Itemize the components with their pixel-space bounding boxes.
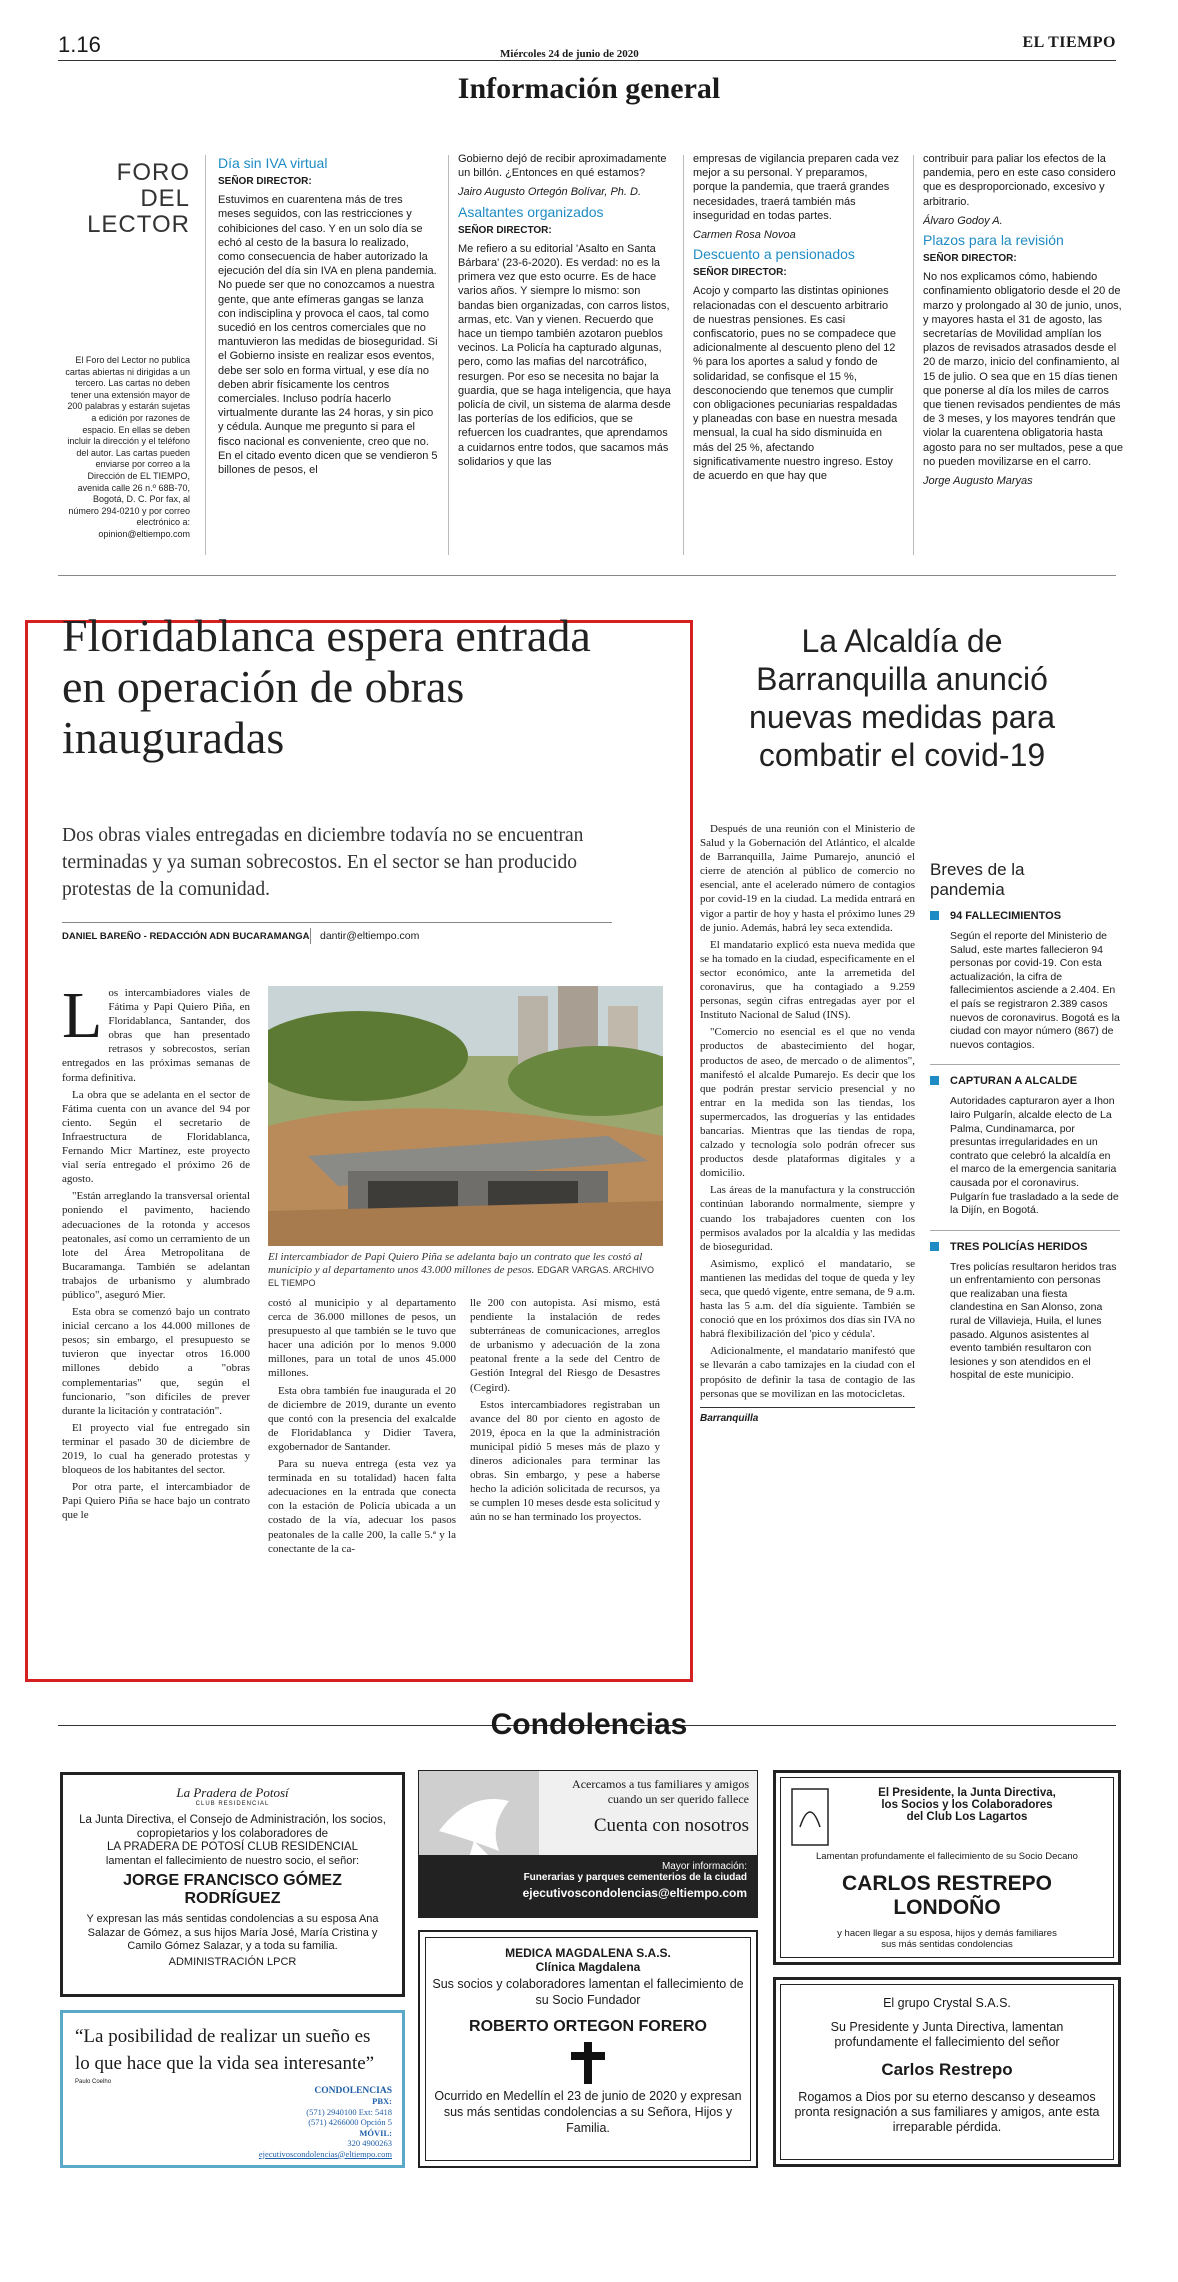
ad-la-pradera [60,1772,405,1997]
brief-body: Autoridades capturaron ayer a Ihon Iairo Pulgarín, alcalde electo de La Palma, Cundinamarca, por presuntas irregularidades en un contrato que celebró la alcaldía en el marco de la emergencia sanitaria causada por el coronavirus. Pulgarín fue trasladado a la sede de la Dijín, en Bogotá. [950,1095,1119,1217]
condolencias-title: Condolencias [490,1708,688,1741]
photo-caption [268,1251,663,1290]
letter-4-pre-sign: Álvaro Godoy A. [923,214,1003,227]
second-body [700,822,915,1682]
foro-title-line1: FORO DEL [116,159,190,212]
briefs-panel [930,860,1120,1580]
letter-2-pre: Gobierno dejó de recibir aproximadamente un billón. ¿Entonces en qué estamos? [458,153,667,180]
ad3-l5: y hacen llegar a su esposa, hijos y demás familiares [837,1928,1057,1939]
letter-2-head: Asaltantes organizados [458,203,604,220]
second-dateline: Barranquilla [700,1412,759,1424]
foro-title [80,160,190,238]
paragraph: El proyecto vial fue entregado sin terminar el pasado 30 de diciembre de 2019, lo cual ha generado protestas y bloqueos de los habitantes del sector. [62,1421,250,1477]
letter-3-body: Acojo y comparto las distintas opiniones relacionadas con el descuento arbitrario de nuestras pensiones. Es casi confiscatorio, pues no se compadece que adicionalmente al descuento pleno del 12 % para los aportes a salud y fondo de solidaridad, se confisque el 15 %, desconociendo que tenemos que cumplir con obligaciones pecuniarias respaldadas y planeadas con base en nuestra mesada mensual, la cual ha sido disminuida en más del 25 %, afectando significativamente nuestro ingreso. Estoy de acuerdo en que hay que [693,285,898,482]
letter-4-body: No nos explicamos cómo, habiendo confinamiento obligatorio desde el 20 de marzo y prolongado al 30 de junio, unos, y mayores hasta el 31 de agosto, las secretarías de Movilidad amplían los plazos de revisados atrasados desde el 20 de marzo, inicio del confinamiento, al 15 de julio. O sea que en 15 días tienen que ponerse al día los miles de carros que tienen revisados pendientes de más de 3 meses, y los mayores tendrán que violar la cuarentena obligatoria hasta agosto para no ser multados, pese a que no pueden movilizarse en el carro. [923,271,1123,468]
drop-cap: L [62,986,103,1052]
paragraph: lle 200 con autopista. Así mismo, está pendiente la instalación de redes subterráneas de comunicaciones, arreglos de urbanismo y adecuación de la zona peatonal frente a la sede del Centro de Gestión Integral del Riesgo de Desastres (Cegird). [470,1297,660,1394]
ad2-info2: Funerarias y parques cementerios de la ciudad [523,1872,747,1883]
paragraph: Esta obra se comenzó bajo un contrato inicial cercano a los 44.000 millones de pesos; sin embargo, el presupuesto se tuvieron que inyectar otros 16.000 millones debido a "obras complementarias" que, según el funcionario, "son difíciles de prever durante la licitación y contratación". [62,1306,250,1417]
letter-3-pre: empresas de vigilancia preparen cada vez mejor a su personal. Y preparamos, porque la pandemia, que traerá grandes necesidades, traerá también más inseguridad en todas partes. [693,153,900,222]
foro-title-line2: LECTOR [87,211,190,238]
ad3-l4: Lamentan profundamente el fallecimiento de su Socio Decano [816,1851,1078,1862]
letter-2-pre-sign: Jairo Augusto Ortegón Bolívar, Ph. D. [458,186,642,199]
page-number: 1.16 [58,32,101,57]
paragraph: Para su nueva entrega (esta vez ya terminada en su totalidad) hacen falta adecuaciones en la entrada que conecta con la estación de Policía ubicada a un costado de la vía, adecuar los pasos peatonales de la calle 200, la calle 5.ª y la conectante de la ca- [268,1458,456,1555]
ad1-sign: ADMINISTRACIÓN LPCR [168,1955,297,1968]
ad5-text1: Sus socios y colaboradores lamentan el fallecimiento de su Socio Fundador [432,1977,744,2007]
ad5-company: MEDICA MAGDALENA S.A.S. [505,1946,671,1960]
letter-2 [458,152,673,562]
ad3-l2: los Socios y los Colaboradores [881,1799,1053,1811]
ad5-deceased-name: ROBERTO ORTEGON FORERO [469,2018,707,2035]
main-col-3 [470,1296,660,1676]
second-headline: La Alcaldía de Barranquilla anunció nuevas medidas para combatir el covid-19 [749,623,1055,773]
paragraph: El mandatario explicó esta nueva medida que se ha tomado en la ciudad, especificamente en el sector económico, ante la arremetida del coronavirus, que ha contagiado a 9.259 personas, según cifras entregadas ayer por el Instituto Nacional de Salud (INS). [700,938,915,1022]
paragraph: Después de una reunión con el Ministerio de Salud y la Gobernación del Atlántico, el alcalde de Barranquilla, Jaime Pumarejo, anunció el cierre de atención al público de comercio no esencial, ante el acelerado número de contagios por covid-19 en la ciudad. La medida entrará en vigor a partir de hoy y hasta el próximo lunes 29 de junio. Además, habrá ley seca extendida. [700,823,915,934]
main-col-1 [62,986,250,1676]
paragraph: Asimismo, explicó el mandatario, se mantienen las medidas del toque de queda y ley seca, que quedó vigente, entre semana, de 9 a.m. hasta las 5 a.m. del día siguiente. También se conoció que en los próximos dos días sin IVA no habrá flexibilización del 'pico y cédula'. [700,1257,915,1341]
paragraph: Esta obra también fue inaugurada el 20 de diciembre de 2019, durante un evento que contó con la presencia del exalcalde de Floridablanca y Didier Tavera, exgobernador de Santander. [268,1384,456,1453]
paragraph: Las áreas de la manufactura y la construcción continúan laborando normalmente, siempre y cuando los trabajadores cuenten con los permisos avalados por la alcaldía y las medidas de bioseguridad. [700,1184,915,1253]
ad-cuenta-con-nosotros [418,1770,758,1918]
ad2-title: Cuenta con nosotros [593,1815,749,1836]
letter-2-body: Me refiero a su editorial 'Asalto en Santa Bárbara' (23-6-2020). Es verdad: no es la primera vez que esto ocurre. Es de hace varios años. Y siempre lo mismo: son bandas bien organizadas, con carros listos, armas, etc. Van y vienen. Recuerdo que hace un tiempo también azotaron pueblos vecinos. La Policía ha capturado algunas, pero, como las mafias del narcotráfico, resurgen. Por eso se necesita no bajar la guardia, que se haga inteligencia, que haya policía de civil, un sistema de alarma desde las porterías de los edificios, que se refuercen los cuadrantes, que aprendamos a cuidarnos entre todos, que sacamos más solidarios y que las [458,242,671,468]
letter-3-pre-sign: Carmen Rosa Novoa [693,229,796,242]
paragraph: "Comercio no esencial es el que no venda productos de abastecimiento del hogar, productos de aseo, de mercado o de alimentos", manifestó el alcalde Pumarejo. Es decir que los que podrán prestar servicio presencial y no entrar en la medida son las tiendas, los supermercados, las droguerías y las entidades bancarias. Mientras que las tiendas de ropa, calzado y tecnología solo podrán ofrecer sus productos desde plataformas digitales y a domicilio. [700,1026,915,1180]
ad2-line2: cuando un ser querido fallece [607,1792,749,1806]
paragraph: Por otra parte, el intercambiador de Papi Quiero Piña se hace bajo un contrato que le [62,1481,250,1522]
foro-note: El Foro del Lector no publica cartas abiertas ni dirigidas a un tercero. Las cartas no deben tener una extensión mayor de 200 palabras y estarán sujetas a edición por razones de espacio. En ellas se deben incluir la dirección y el teléfono del autor. Las cartas pueden enviarse por correo a la Dirección de EL TIEMPO, avenida calle 26 n.º 68B-70, Bogotá, D. C. Por fax, al número 294-0210 y por correo electrónico a: opinion@eltiempo.com [65,355,190,539]
letter-4-head: Plazos para la revisión [923,231,1064,248]
ad4-email[interactable]: ejecutivoscondolencias@eltiempo.com [258,2148,392,2159]
letter-2-to: SEÑOR DIRECTOR: [458,224,552,236]
ad4-movil: 320 4900263 [347,2138,392,2148]
ad-grupo-crystal [773,1977,1121,2167]
letter-1-body: Estuvimos en cuarentena más de tres meses seguidos, con las restricciones y cohibiciones del caso. Y en un solo día se echó al cesto de la basura lo realizado, como consecuencia de haber autorizado la ejecución del día sin IVA en plena pandemia. No puede ser que no conozcamos a nuestra gente, que ante efímeras gangas se lanza con indisciplina y provoca el caos, tal como sucedió en los centros comerciales que no mantuvieron las medidas de bioseguridad. Si el Gobierno insiste en realizar esos eventos, debe ser solo en forma virtual, y ese día no deben abrir físicamente los centros comerciales. Incluso podría hacerlo virtualmente durante las 24 horas, y sin pico y cédula. Aunque me pregunto si para el fisco nacional es conveniente, creo que no. En el citado evento dicen que se vendieron 5 billones de pesos, el [218,194,438,477]
ad3-l1: El Presidente, la Junta Directiva, [878,1787,1056,1799]
ad-club-los-lagartos [773,1770,1121,1965]
main-headline: Floridablanca espera entrada en operación de obras inauguradas [62,610,591,763]
briefs-title: Breves de la pandemia [930,860,1025,899]
photo-illustration [268,986,663,1246]
brief-body: Tres policías resultaron heridos tras un enfrentamiento con personas que realizaban una fiesta clandestina en San Alonso, zona rural de Villavieja, Huila, el lunes pasado. Algunos asistentes al evento también resultaron con lesiones y son atendidos en el hospital de este municipio. [950,1260,1117,1382]
ad2-info1: Mayor información: [661,1861,747,1872]
main-email: dantir@eltiempo.com [320,930,420,942]
letter-1-head: Día sin IVA virtual [218,155,328,171]
letter-4-sign: Jorge Augusto Maryas [923,474,1033,487]
caption-text: El intercambiador de Papi Quiero Piña se adelanta bajo un contrato que les costó al municipio y al departamento unos 43.000 millones de pesos. [268,1251,643,1276]
brief-item [930,1075,1120,1217]
ad4-pbx1: (571) 2940100 Ext: 5418 [306,2106,392,2117]
club-logo-icon [790,1787,830,1847]
section-title: Información general [457,72,721,105]
letter-1-to: SEÑOR DIRECTOR: [218,176,312,188]
ad5-text2: Ocurrido en Medellín el 23 de junio de 2020 y expresan sus más sentidas condolencias a su Señora, Hijos y Familia. [434,2089,742,2135]
page-date: Miércoles 24 de junio de 2020 [500,48,639,60]
paragraph: Estos intercambiadores registraban un avance del 80 por ciento en agosto de 2019, época en la que la administración municipal pidió 5 meses más de plazo y dineros adicionales para terminar las obras. Sin embargo, y pese a haberse hecho la adición solicitada de recursos, ya se cumplen 10 meses desde esta solicitud y aún no se han terminado los proyectos. [470,1398,660,1524]
ad4-quote: “La posibilidad de realizar un sueño es lo que hace que la vida sea interesante” [75,2026,375,2074]
letter-3 [693,152,903,562]
ad4-pbx2: (571) 4266000 Opción 5 [308,2117,392,2127]
brief-body: Según el reporte del Ministerio de Salud, este martes fallecieron 94 personas por covid-19. Con esta actualización, la cifra de fallecimientos asciende a 2.404. En el país se registraron 2.389 casos nuevos de coronavirus. Bogotá es la ciudad con mayor número (867) de nuevos contagios. [950,930,1120,1051]
ad2-email[interactable]: ejecutivoscondolencias@eltiempo.com [522,1886,747,1900]
ad3-l6: sus más sentidas condolencias [881,1939,1013,1950]
ad1-deceased-name: JORGE FRANCISCO GÓMEZ RODRÍGUEZ [123,1872,342,1907]
letter-3-to: SEÑOR DIRECTOR: [693,267,787,279]
ad3-deceased-name: CARLOS RESTREPO LONDOÑO [841,1872,1053,1919]
letter-4-to: SEÑOR DIRECTOR: [923,253,1017,264]
ad4-pbx-label: PBX: [372,2096,392,2106]
ad4-heading: CONDOLENCIAS [314,2085,392,2096]
ad1-text3: Y expresan las más sentidas condolencias a su esposa Ana Salazar de Gómez, a sus hijos María José, María Cristina y Camilo Gómez Salazar, y a toda su familia. [86,1913,379,1952]
letter-3-head: Descuento a pensionados [693,246,855,263]
letter-4-pre: contribuir para paliar los efectos de la pandemia, pero en este caso considero que es desproporcionado, excesivo y arbitrario. [923,153,1116,208]
ad1-text2: lamentan el fallecimiento de nuestro socio, el señor: [105,1855,360,1867]
paper-name: EL TIEMPO [1022,34,1116,51]
ad6-deceased-name: Carlos Restrepo [881,2060,1013,2079]
paragraph: os intercambiadores viales de Fátima y Papi Quiero Piña, en Floridablanca, Santander, dos obras que han presentado retrasos y sobrecostos, serían entregados en las próximas semanas de forma definitiva. [62,987,250,1084]
photo-credit: EDGAR VARGAS. ARCHIVO EL TIEMPO [268,1265,655,1288]
cross-icon [571,2042,605,2084]
paragraph: Adicionalmente, el mandatario manifestó que se llevarán a cabo tamizajes en la ciudad con el propósito de definir la tasa de contagio de las personas que se movilizan en las motocicletas. [700,1345,915,1400]
ad2-line1: Acercamos a tus familiares y amigos [572,1777,749,1791]
ad6-text1: Su Presidente y Junta Directiva, lamentan profundamente el fallecimiento del señor [830,2020,1064,2049]
ad-clinica-magdalena [418,1930,758,2168]
ad1-text1: La Junta Directiva, el Consejo de Administración, los socios, copropietarios y los colaboradores de [79,1814,386,1840]
main-col-2 [268,1296,456,1676]
paragraph: La obra que se adelanta en el sector de Fátima cuenta con un avance del 94 por ciento. Según el secretario de Infraestructura de Floridablanca, Fernando Micr Martínez, este proyecto vial sería entregado el próximo 26 de agosto. [62,1088,250,1186]
letter-1 [218,152,438,562]
ad5-clinic: Clínica Magdalena [535,1960,641,1974]
brief-item [930,910,1120,1052]
ad6-text2: Rogamos a Dios por su eterno descanso y deseamos pronta resignación a sus familiares y amigos, ante esta irreparable pérdida. [794,2090,1100,2134]
ad6-group: El grupo Crystal S.A.S. [883,1996,1011,2010]
main-subhead: Dos obras viales entregadas en diciembre todavía no se encuentran terminadas y ya suman sobrecostos. En el sector se han producido protestas de la comunidad. [62,825,584,900]
letter-4 [923,152,1123,562]
ad4-movil-label: MÓVIL: [359,2127,392,2138]
paragraph: costó al municipio y al departamento cerca de 36.000 millones de pesos, un presupuesto al que también se le tuvo que hacer una adición por lo menos 9.000 millones, para un total de unos 45.000 millones. [268,1297,456,1380]
ad-quote [60,2010,405,2168]
main-byline: DANIEL BAREÑO - REDACCIÓN ADN BUCARAMANGA [62,931,310,942]
pradera-logo-sub: CLUB RESIDENCIAL [195,1801,270,1807]
brief-item [930,1241,1120,1383]
paragraph: "Están arreglando la transversal oriental poniendo el pavimento, haciendo adecuaciones de la rotonda y accesos peatonales, así como un cerramiento de un lote del Área Metropolitana de Bucaramanga. También se adelantan trabajos de urbanismo y alumbrado público", aseguró Mier. [62,1190,250,1301]
brief-head: TRES POLICÍAS HERIDOS [930,1241,1120,1253]
brief-head: CAPTURAN A ALCALDE [930,1075,1120,1087]
construction-photo [268,986,663,1246]
ad4-author: Paulo Coelho [75,2079,112,2085]
brief-head: 94 FALLECIMIENTOS [930,910,1120,922]
ad3-l3: del Club Los Lagartos [906,1811,1028,1823]
ad1-club: LA PRADERA DE POTOSÍ CLUB RESIDENCIAL [107,1841,358,1853]
pradera-logo: La Pradera de Potosí [176,1785,289,1800]
